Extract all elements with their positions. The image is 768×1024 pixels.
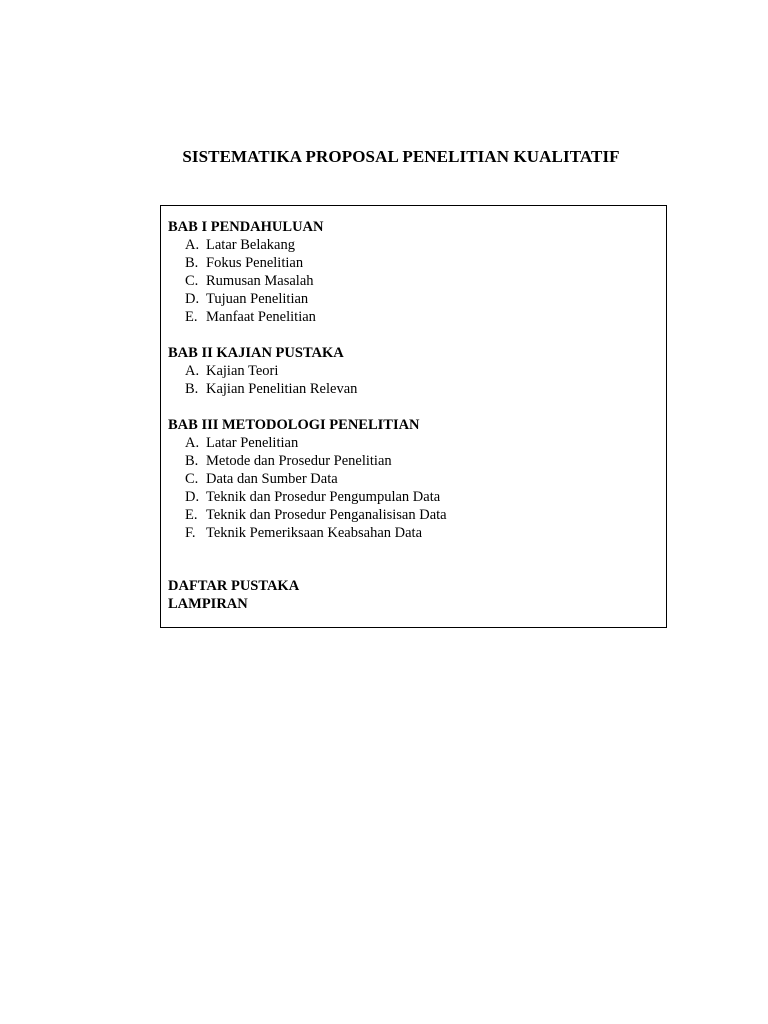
chapter-2 — [168, 344, 666, 398]
item-marker: C. — [185, 471, 199, 487]
spacer — [168, 398, 666, 416]
item-marker: E. — [185, 507, 198, 523]
list-item — [168, 506, 666, 524]
item-label: Fokus Penelitian — [206, 255, 304, 271]
item-marker: D. — [185, 489, 200, 505]
item-marker: F. — [185, 525, 196, 541]
item-marker: B. — [185, 453, 199, 469]
list-item — [168, 272, 666, 290]
list-item — [168, 524, 666, 542]
list-item — [168, 488, 666, 506]
list-item — [168, 236, 666, 254]
chapter-heading: BAB III METODOLOGI PENELITIAN — [168, 417, 420, 433]
item-label: Latar Penelitian — [206, 435, 299, 451]
item-marker: C. — [185, 273, 199, 289]
list-item — [168, 434, 666, 452]
list-item — [168, 362, 666, 380]
item-marker: A. — [185, 435, 200, 451]
chapter-1 — [168, 218, 666, 326]
page-title: SISTEMATIKA PROPOSAL PENELITIAN KUALITATIF — [182, 147, 620, 166]
outline-box — [160, 205, 667, 628]
chapter-3 — [168, 416, 666, 542]
item-marker: B. — [185, 381, 199, 397]
list-item — [168, 470, 666, 488]
item-marker: E. — [185, 309, 198, 325]
item-marker: B. — [185, 255, 199, 271]
item-label: Kajian Teori — [206, 363, 279, 379]
item-label: Latar Belakang — [206, 237, 295, 253]
list-item — [168, 308, 666, 326]
chapter-heading: BAB II KAJIAN PUSTAKA — [168, 345, 344, 361]
item-label: Manfaat Penelitian — [206, 309, 316, 325]
closing-section — [168, 577, 666, 613]
spacer — [168, 326, 666, 344]
list-item — [168, 452, 666, 470]
spacer — [168, 542, 666, 577]
bibliography-heading: DAFTAR PUSTAKA — [168, 578, 300, 594]
item-marker: A. — [185, 363, 200, 379]
chapter-heading: BAB I PENDAHULUAN — [168, 219, 324, 235]
item-label: Tujuan Penelitian — [206, 291, 309, 307]
item-label: Teknik dan Prosedur Penganalisisan Data — [206, 507, 447, 523]
item-label: Data dan Sumber Data — [206, 471, 338, 487]
list-item — [168, 380, 666, 398]
appendix-heading: LAMPIRAN — [168, 596, 248, 612]
item-marker: D. — [185, 291, 200, 307]
list-item — [168, 290, 666, 308]
item-label: Rumusan Masalah — [206, 273, 314, 289]
item-label: Kajian Penelitian Relevan — [206, 381, 358, 397]
item-label: Metode dan Prosedur Penelitian — [206, 453, 392, 469]
list-item — [168, 254, 666, 272]
item-marker: A. — [185, 237, 200, 253]
item-label: Teknik Pemeriksaan Keabsahan Data — [206, 525, 422, 541]
item-label: Teknik dan Prosedur Pengumpulan Data — [206, 489, 441, 505]
